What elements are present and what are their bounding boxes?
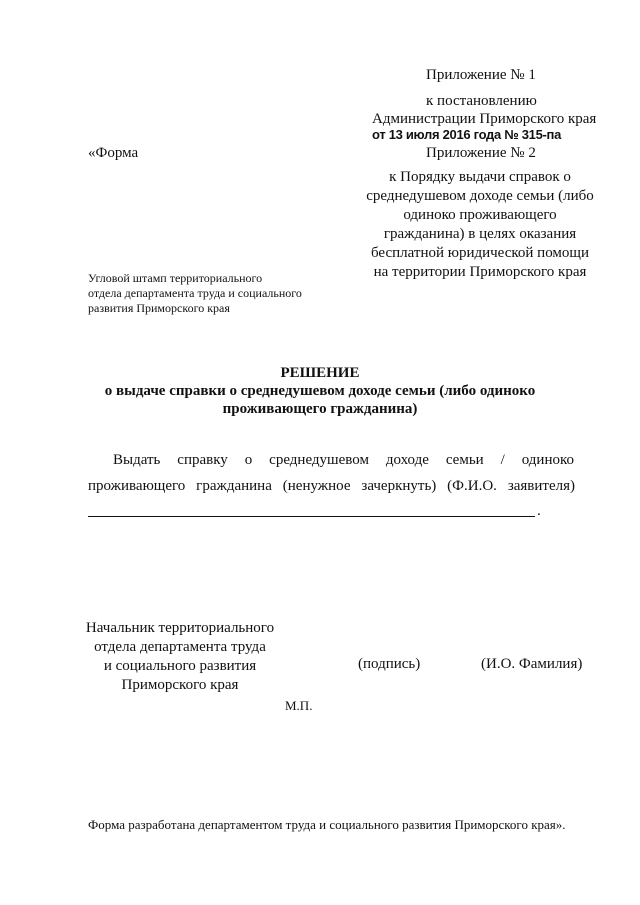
document-subtitle-line-2: проживающего гражданина) (222, 401, 418, 417)
form-label: «Форма (88, 145, 139, 161)
position-line: Начальник территориального (85, 620, 275, 636)
procedure-line: к Порядку выдачи справок о (389, 169, 571, 185)
applicant-name-line (88, 516, 535, 517)
seal-placeholder: М.П. (285, 698, 313, 713)
procedure-line: одиноко проживающего (403, 207, 557, 223)
document-subtitle-line-1: о выдаче справки о среднедушевом доходе семьи (либо одиноко (104, 383, 536, 399)
procedure-line: на территории Приморского края (373, 264, 587, 280)
name-placeholder: (И.О. Фамилия) (481, 656, 583, 672)
administration-label: Администрации Приморского края (372, 111, 597, 127)
decree-line: от 13 июля 2016 года № 315-па (372, 127, 562, 142)
position-line: и социального развития (103, 658, 257, 674)
stamp-line: Угловой штамп территориального (88, 271, 263, 285)
signature-placeholder: (подпись) (358, 656, 421, 672)
stamp-line: развития Приморского края (88, 301, 230, 315)
appendix-1-label: Приложение № 1 (426, 67, 536, 83)
body-line-1: Выдать справку о среднедушевом доходе семьи / одиноко (113, 452, 574, 468)
procedure-line: среднедушевом доходе семьи (либо (366, 188, 594, 204)
procedure-line: гражданина) в целях оказания (383, 226, 577, 242)
stamp-line: отдела департамента труда и социального (88, 286, 302, 300)
corner-stamp-note (88, 271, 348, 316)
procedure-text (355, 168, 605, 282)
applicant-line-end: . (537, 503, 541, 519)
appendix-2-label: Приложение № 2 (426, 145, 536, 161)
body-line-2: проживающего гражданина (ненужное зачеркнуть) (Ф.И.О. заявителя) (88, 478, 575, 494)
to-resolution-label: к постановлению (426, 93, 537, 109)
document-title: РЕШЕНИЕ (280, 365, 360, 381)
procedure-line: бесплатной юридической помощи (370, 245, 589, 261)
footer-note: Форма разработана департаментом труда и социального развития Приморского края». (88, 817, 566, 832)
position-line: отдела департамента труда (94, 639, 266, 655)
signatory-position (80, 619, 280, 695)
position-line: Приморского края (121, 677, 239, 693)
